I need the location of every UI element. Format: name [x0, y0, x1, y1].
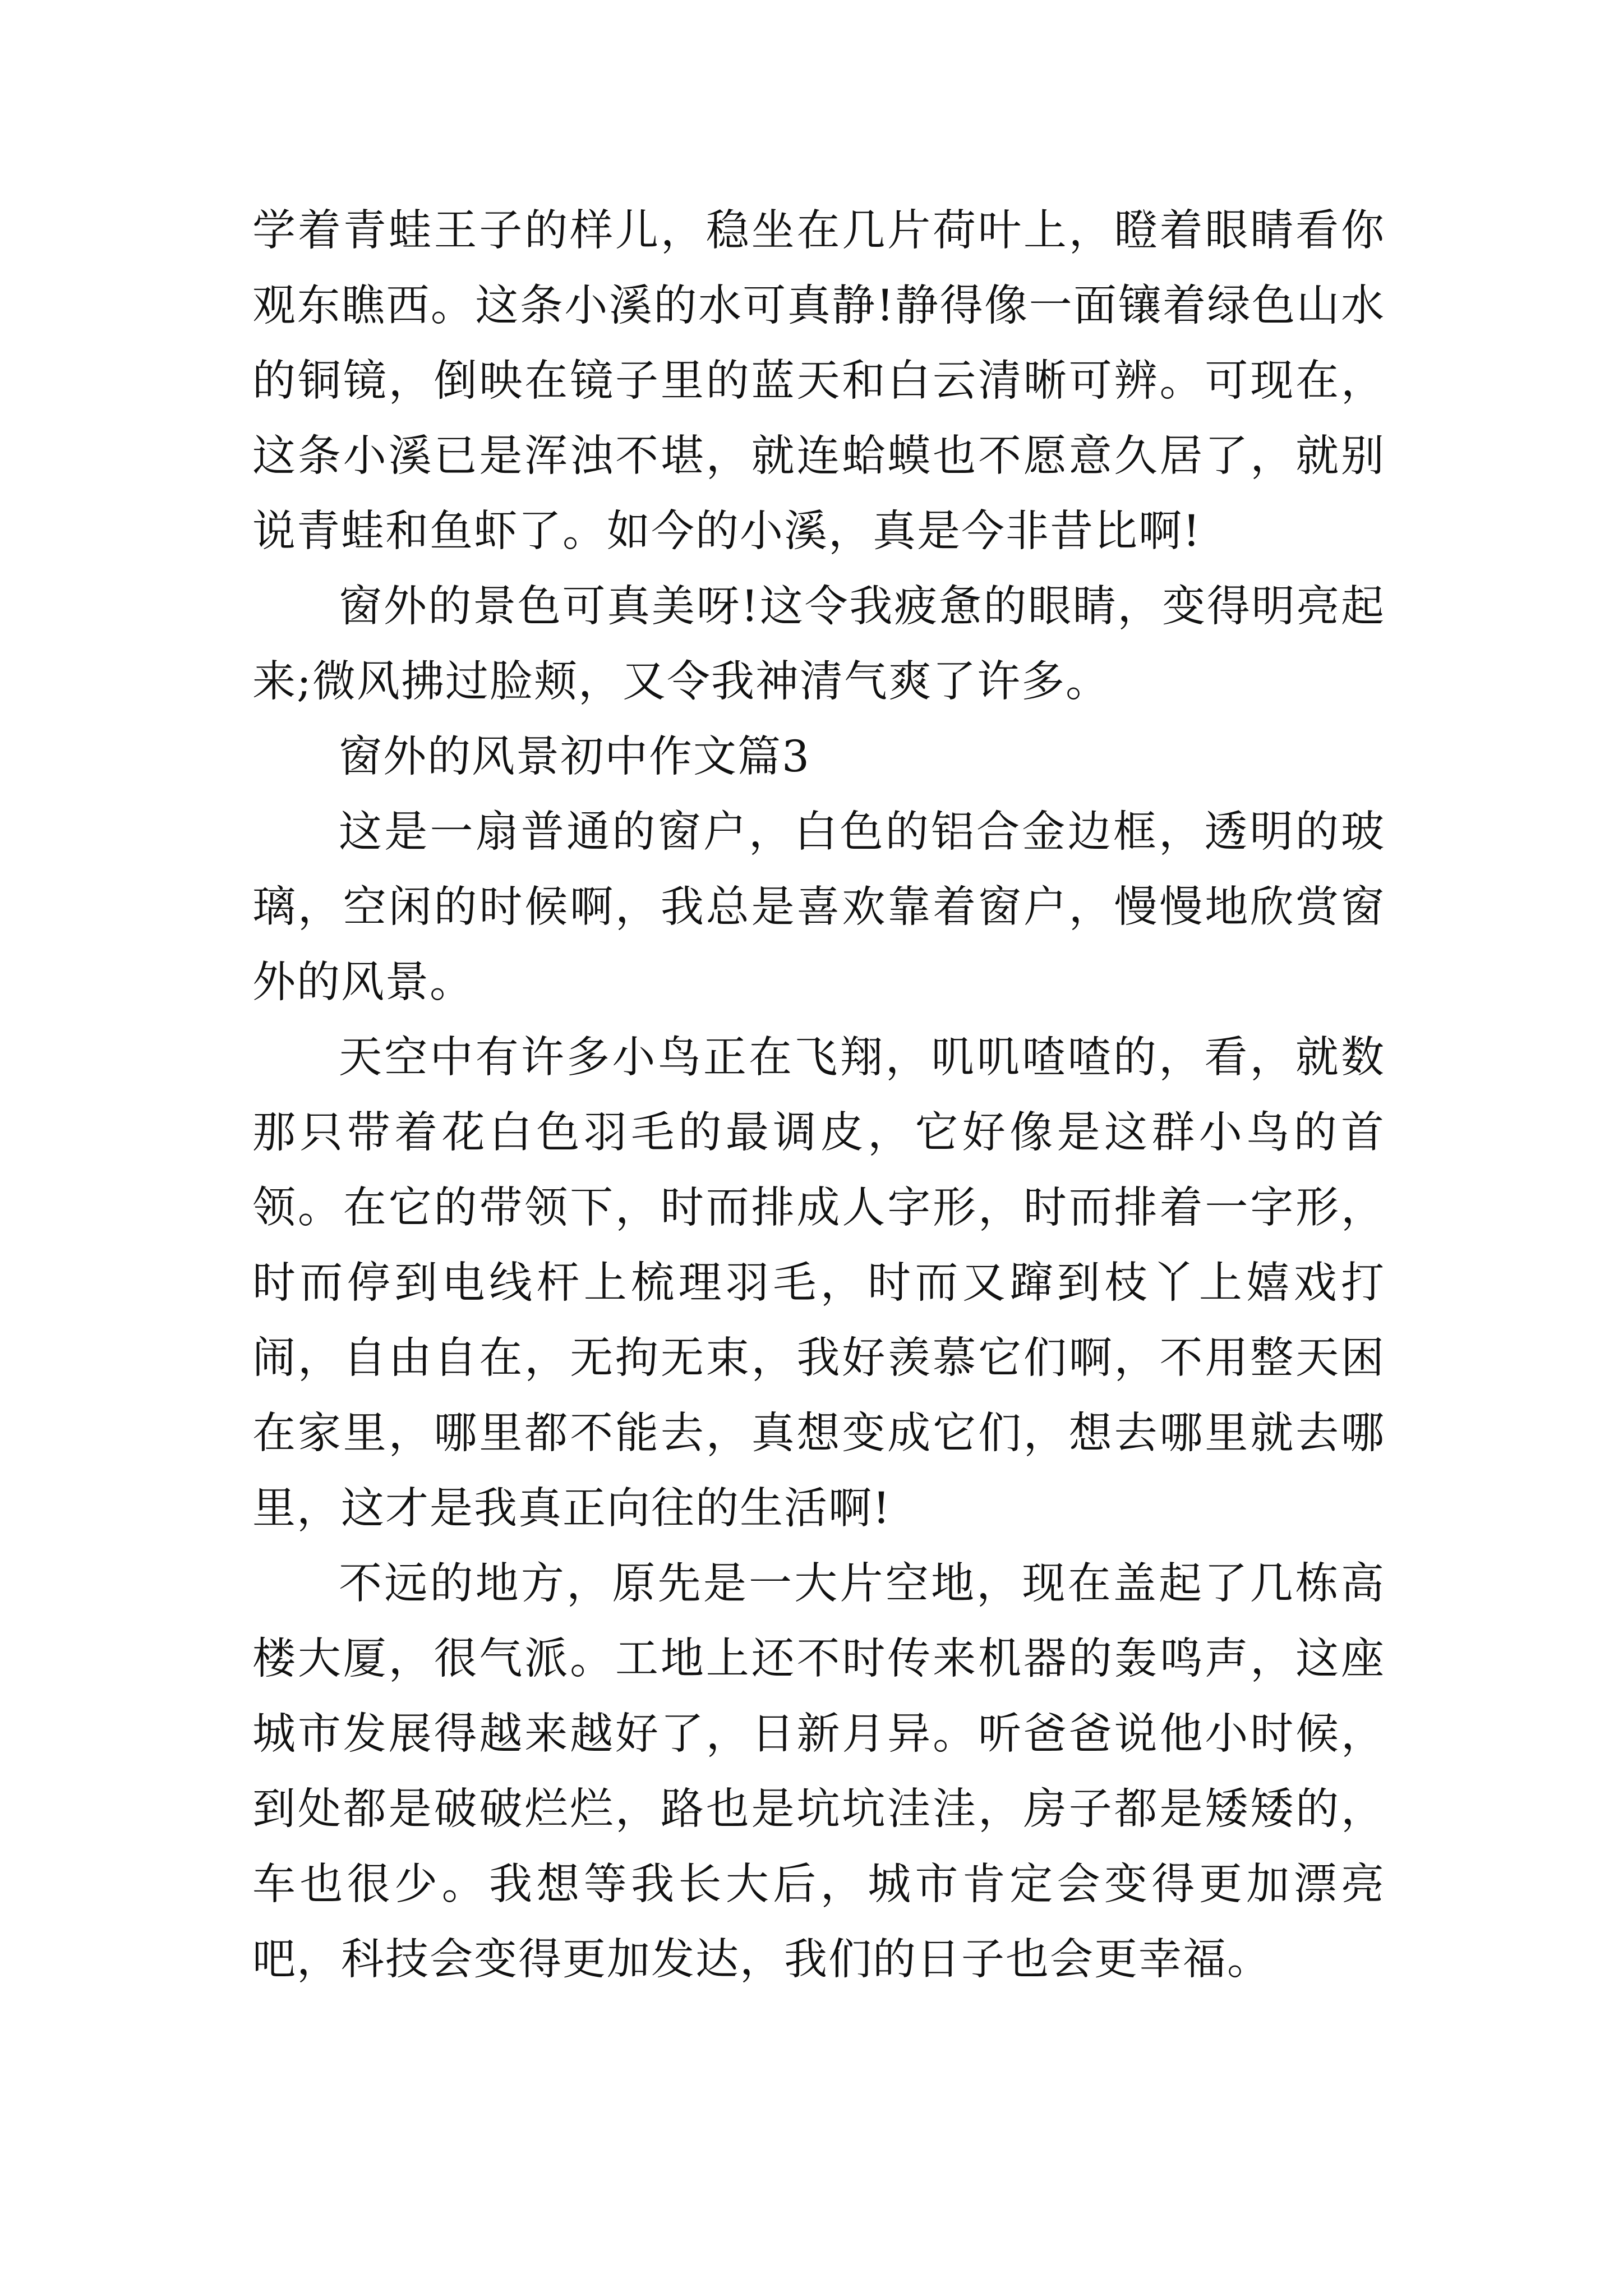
paragraph-window-scenery: 窗外的景色可真美呀!这令我疲惫的眼睛，变得明亮起来;微风拂过脸颊，又令我神清气爽了许多。 — [252, 582, 1385, 707]
paragraph-city: 不远的地方，原先是一大片空地，现在盖起了几栋高楼大厦，很气派。工地上还不时传来机器的轰鸣声，这座城市发展得越来越好了，日新月异。听爸爸说他小时候，到处都是破破烂烂，路也是坑坑洼洼，房子都是矮矮的，车也很少。我想等我长大后，城市肯定会变得更加漂亮吧，科技会变得更加发达，我们的日子也会更幸福。 — [252, 1559, 1385, 1985]
section-heading: 窗外的风景初中作文篇3 — [339, 732, 810, 782]
paragraph-continued: 学着青蛙王子的样儿，稳坐在几片荷叶上，瞪着眼睛看你观东瞧西。这条小溪的水可真静!静得像一面镶着绿色山水的铜镜，倒映在镜子里的蓝天和白云清晰可辨。可现在，这条小溪已是浑浊不堪，就连蛤蟆也不愿意久居了，就别说青蛙和鱼虾了。如今的小溪，真是今非昔比啊! — [252, 206, 1385, 556]
paragraph-ordinary-window: 这是一扇普通的窗户，白色的铝合金边框，透明的玻璃，空闲的时候啊，我总是喜欢靠着窗户，慢慢地欣赏窗外的风景。 — [252, 807, 1385, 1007]
document-page — [252, 194, 1385, 1998]
paragraph-birds: 天空中有许多小鸟正在飞翔，叽叽喳喳的，看，就数那只带着花白色羽毛的最调皮，它好像是这群小鸟的首领。在它的带领下，时而排成人字形，时而排着一字形，时而停到电线杆上梳理羽毛，时而又蹿到枝丫上嬉戏打闹，自由自在，无拘无束，我好羡慕它们啊，不用整天困在家里，哪里都不能去，真想变成它们，想去哪里就去哪里，这才是我真正向往的生活啊! — [252, 1033, 1385, 1534]
